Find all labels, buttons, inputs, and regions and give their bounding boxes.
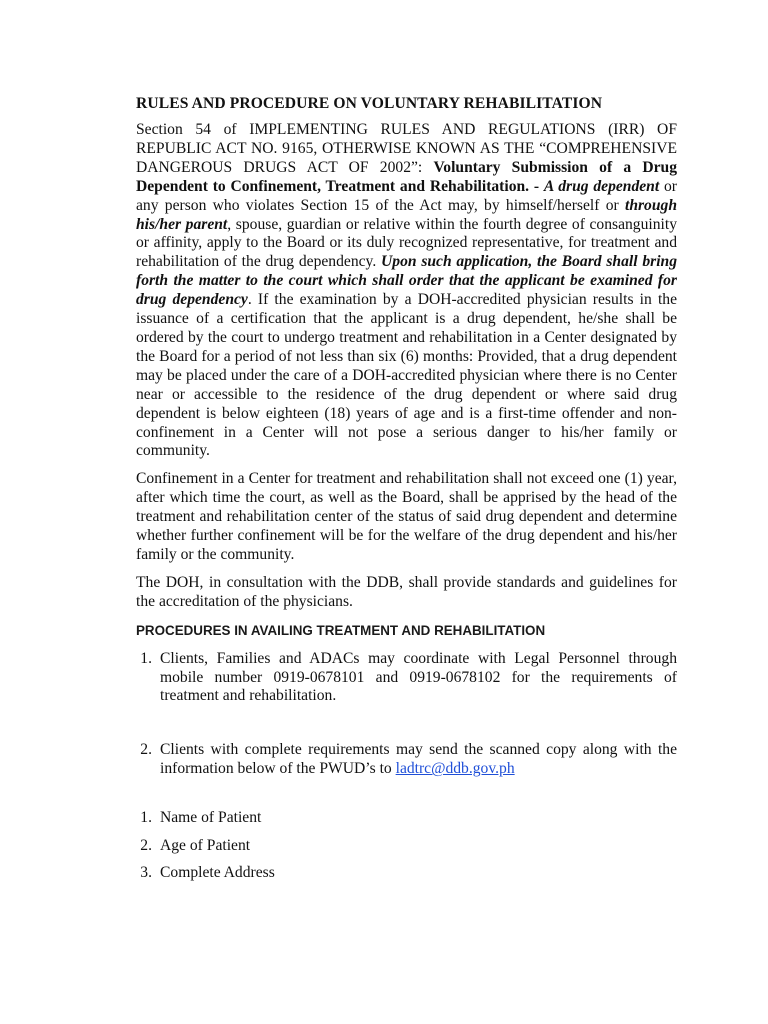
- list-item-text: [160, 741, 677, 779]
- emphasis-board-court: Upon such application, the Board shall bring forth the matter to the court which shall order that the applicant be examined for drug dependency: [136, 253, 678, 309]
- list-item: [136, 650, 677, 707]
- list-item-number: 2.: [140, 836, 152, 854]
- confinement-paragraph: Confinement in a Center for treatment and rehabilitation shall not exceed one (1) year, after which time the court, as well as the Board, shall be apprised by the head of the treatment and rehabilitation center of the status of said drug dependent and determine whether further confinement will be for the welfare of the drug dependent and his/her family or the community.: [136, 470, 677, 563]
- section-text-1: or any person who violates Section 15 of the Act may, by himself/herself or: [136, 177, 677, 214]
- list-item-number: 3.: [140, 864, 152, 881]
- list-item: [136, 809, 677, 828]
- section-54-paragraph: [136, 121, 677, 461]
- list-item: [136, 864, 677, 883]
- document-title: RULES AND PROCEDURE ON VOLUNTARY REHABILITATION: [136, 95, 603, 112]
- list-item-text: Clients, Families and ADACs may coordinate with Legal Personnel through mobile number 0919-0678101 and 0919-0678102 for the requirements of treatment and rehabilitation.: [160, 649, 677, 705]
- emphasis-through-parent: through his/her parent: [136, 196, 677, 233]
- email-link[interactable]: ladtrc@ddb.gov.ph: [395, 760, 515, 778]
- list-item-number: 2.: [140, 741, 152, 759]
- doh-paragraph: The DOH, in consultation with the DDB, shall provide standards and guidelines for the accreditation of the physicians.: [136, 573, 677, 610]
- section-text-2: , spouse, guardian or relative within the fourth degree of consanguinity or affinity, apply to the Board or its duly recognized representative, for treatment and rehabilitation of the drug dependency.: [136, 215, 677, 271]
- emphasis-drug-dependent: A drug dependent: [543, 177, 660, 195]
- list-item: [136, 837, 677, 856]
- step-2-text: Clients with complete requirements may send the scanned copy along with the information below of the PWUD’s to: [160, 741, 677, 778]
- procedure-steps-list: [136, 650, 677, 780]
- list-item-number: 1.: [140, 809, 152, 827]
- patient-info-list: [136, 809, 677, 883]
- section-intro: Section 54 of IMPLEMENTING RULES AND REGULATIONS (IRR) OF REPUBLIC ACT NO. 9165, OTHERWISE KNOWN AS THE “COMPREHENSIVE DANGEROUS DRUGS ACT OF 2002”:: [136, 121, 677, 176]
- list-item-text: Complete Address: [160, 864, 275, 881]
- list-item-text: Name of Patient: [160, 809, 262, 827]
- section-bold-heading: Voluntary Submission of a Drug Dependent to Confinement, Treatment and Rehabilitation. -: [136, 158, 678, 195]
- list-item: [136, 741, 677, 779]
- procedures-heading: PROCEDURES IN AVAILING TREATMENT AND REHABILITATION: [136, 622, 546, 638]
- list-item-text: Age of Patient: [160, 836, 251, 854]
- list-item-number: 1.: [140, 649, 152, 667]
- section-text-3: . If the examination by a DOH-accredited physician results in the issuance of a certification that the applicant is a drug dependent, he/she shall be ordered by the court to undergo treatment and rehabilitation in a Center designated by the Board for a period of not less than six (6) months: Provided, that a drug dependent may be placed under the care of a DOH-accredited physician where there is no Center near or accessible to the residence of the drug dependent or where said drug dependent is below eighteen (18) years of age and is a first-time offender and non-confinement in a Center will not pose a serious danger to his/her family or community.: [136, 291, 678, 460]
